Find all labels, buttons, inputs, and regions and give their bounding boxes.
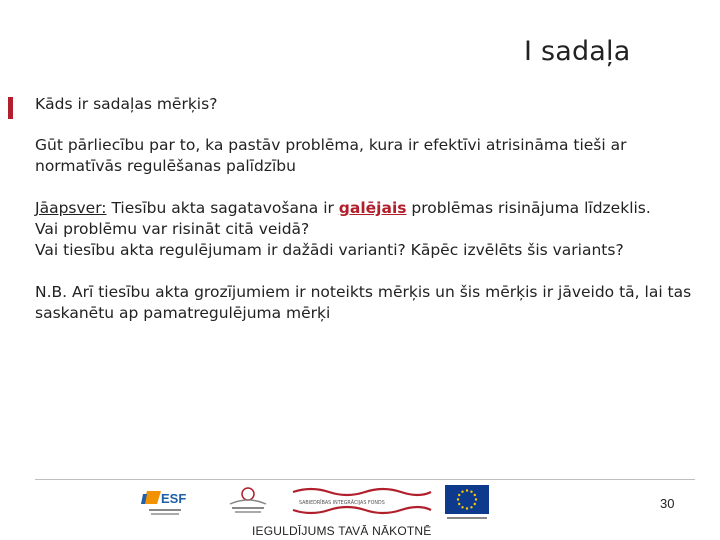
- footer-divider: [35, 479, 695, 480]
- answer-block: [35, 198, 695, 261]
- eu-star: [457, 498, 459, 500]
- note-paragraph: N.B. Arī tiesību akta grozījumiem ir noteikts mērķis un šis mērķis ir jāveido tā, lai tas saskanētu ap pamatregulējuma mērķi: [35, 283, 692, 322]
- esf-logo-text: ESF: [161, 491, 187, 506]
- section-goal: Gūt pārliecību par to, ka pastāv problēma, kura ir efektīvi atrisināma tieši ar normatīvās regulēšanas palīdzību: [35, 136, 627, 175]
- eu-star: [470, 506, 472, 508]
- slide-title: I sadaļa: [524, 36, 631, 67]
- page-number: 30: [660, 496, 675, 511]
- eu-star: [461, 491, 463, 493]
- integration-fund-logo: [293, 489, 431, 513]
- answer-line-3: Vai tiesību akta regulējumam ir dažādi varianti? Kāpēc izvēlēts šis variants?: [35, 241, 624, 259]
- footer-slogan: IEGULDĪJUMS TAVĀ NĀKOTNĒ: [252, 524, 432, 538]
- accent-bar: [8, 97, 13, 119]
- eu-star: [466, 507, 468, 509]
- answer-label: Jāapsver:: [35, 199, 107, 217]
- eu-star: [458, 494, 460, 496]
- eu-star: [458, 503, 460, 505]
- logo-band: [133, 482, 499, 524]
- esf-logo: [133, 482, 195, 524]
- slide-content: [35, 94, 695, 324]
- eu-star: [470, 491, 472, 493]
- answer-text-before: Tiesību akta sagatavošana ir: [106, 199, 339, 217]
- answer-text-after: problēmas risinājuma līdzeklis.: [406, 199, 651, 217]
- answer-line-2: Vai problēmu var risināt citā veidā?: [35, 220, 310, 238]
- eu-star: [461, 506, 463, 508]
- eu-star: [474, 494, 476, 496]
- eu-flag-logo: [445, 485, 489, 519]
- eu-star: [474, 503, 476, 505]
- eu-star: [466, 489, 468, 491]
- eu-star: [475, 498, 477, 500]
- answer-highlight: galējais: [338, 199, 407, 217]
- integration-fund-text: SABIEDRĪBAS INTEGRĀCIJAS FONDS: [299, 501, 385, 506]
- section-question: Kāds ir sadaļas mērķis?: [35, 95, 218, 113]
- sif-logo: [230, 488, 266, 513]
